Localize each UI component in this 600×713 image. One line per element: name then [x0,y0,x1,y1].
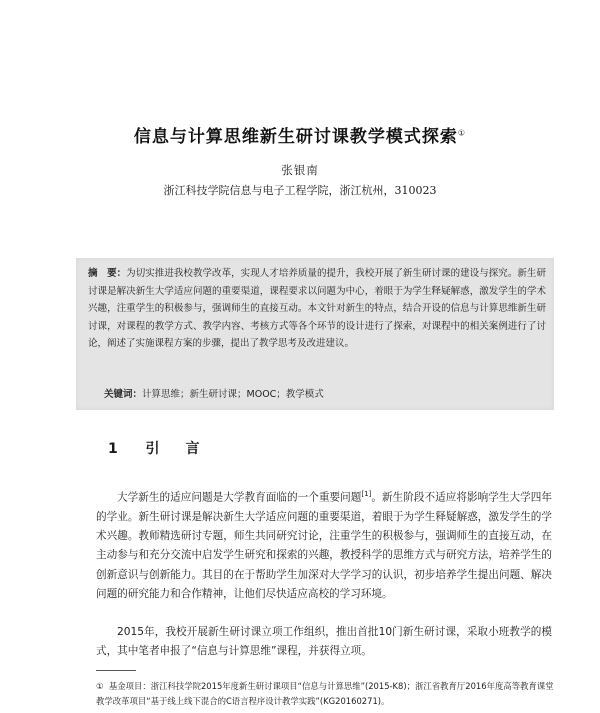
section-number: 1 [108,441,124,457]
intro-paragraph-1 [96,485,552,604]
keywords-label: 关键词： [104,389,143,400]
abstract-body [88,265,546,353]
keywords-text: 计算思维；新生研讨课；MOOC；教学模式 [142,389,324,400]
title-footnote-mark: ① [457,128,467,138]
citation-ref: [1] [361,490,372,498]
intro-paragraph-1-part-a: 大学新生的适应问题是大学教育面临的一个重要问题 [117,491,362,504]
intro-paragraph-2: 2015年，我校开展新生研讨课立项工作组织，推出首批10门新生研讨课，采取小班教学的模式，其中笔者申报了“信息与计算思维”课程，并获得立项。 [96,626,552,658]
section-title: 引 言 [145,441,206,457]
abstract-label: 摘 要： [88,268,127,279]
paper-title-text: 信息与计算思维新生研讨课教学模式探索 [133,127,458,147]
keywords-line [104,386,324,400]
section-heading [108,438,206,458]
author-name: 张银南 [281,163,319,177]
author-affiliation: 浙江科技学院信息与电子工程学院，浙江杭州，310023 [163,184,437,197]
footnote-mark: ① [96,681,104,691]
footnote-divider [96,670,136,671]
footnote-text: 基金项目：浙江科技学院2015年度新生研讨课项目“信息与计算思维”(2015-K8)；浙江省教育厅2016年度高等教育课堂教学改革项目“基于线上线下混合的C语言程序设计教学实践”(KG20160271)。 [96,681,554,706]
abstract-text: 为切实推进我校教学改革，实现人才培养质量的提升，我校开展了新生研讨课的建设与探究。新生研讨课是解决新生大学适应问题的重要渠道，课程要求以问题为中心，着眼于为学生释疑解惑，激发学生的学术兴趣，注重学生的积极参与，强调师生的直接互动。本文针对新生的特点，结合开设的信息与计算思维新生研讨课，对课程的教学方式、教学内容、考核方式等各个环节的设计进行了探索，对课程中的相关案例进行了讨论，阐述了实施课程方案的步骤，提出了教学思考及改进建议。 [88,268,546,350]
intro-paragraph-1-part-b: 。新生阶段不适应将影响学生大学四年的学业。新生研讨课是解决新生大学适应问题的重要渠道，着眼于为学生释疑解惑，激发学生的学术兴趣。教师精选研讨专题，师生共同研究讨论，注重学生的积极参与，强调师生的直接互动，在主动参与和充分交流中启发学生研究和探索的兴趣，教授科学的思维方式与研究方法，培养学生的创新意识与创新能力。其目的在于帮助学生加深对大学学习的认识，初步培养学生提出问题、解决问题的研究能力和合作精神，让他们尽快适应高校的学习环境。 [96,491,553,601]
paper-title [0,122,600,147]
footnote [96,679,556,709]
